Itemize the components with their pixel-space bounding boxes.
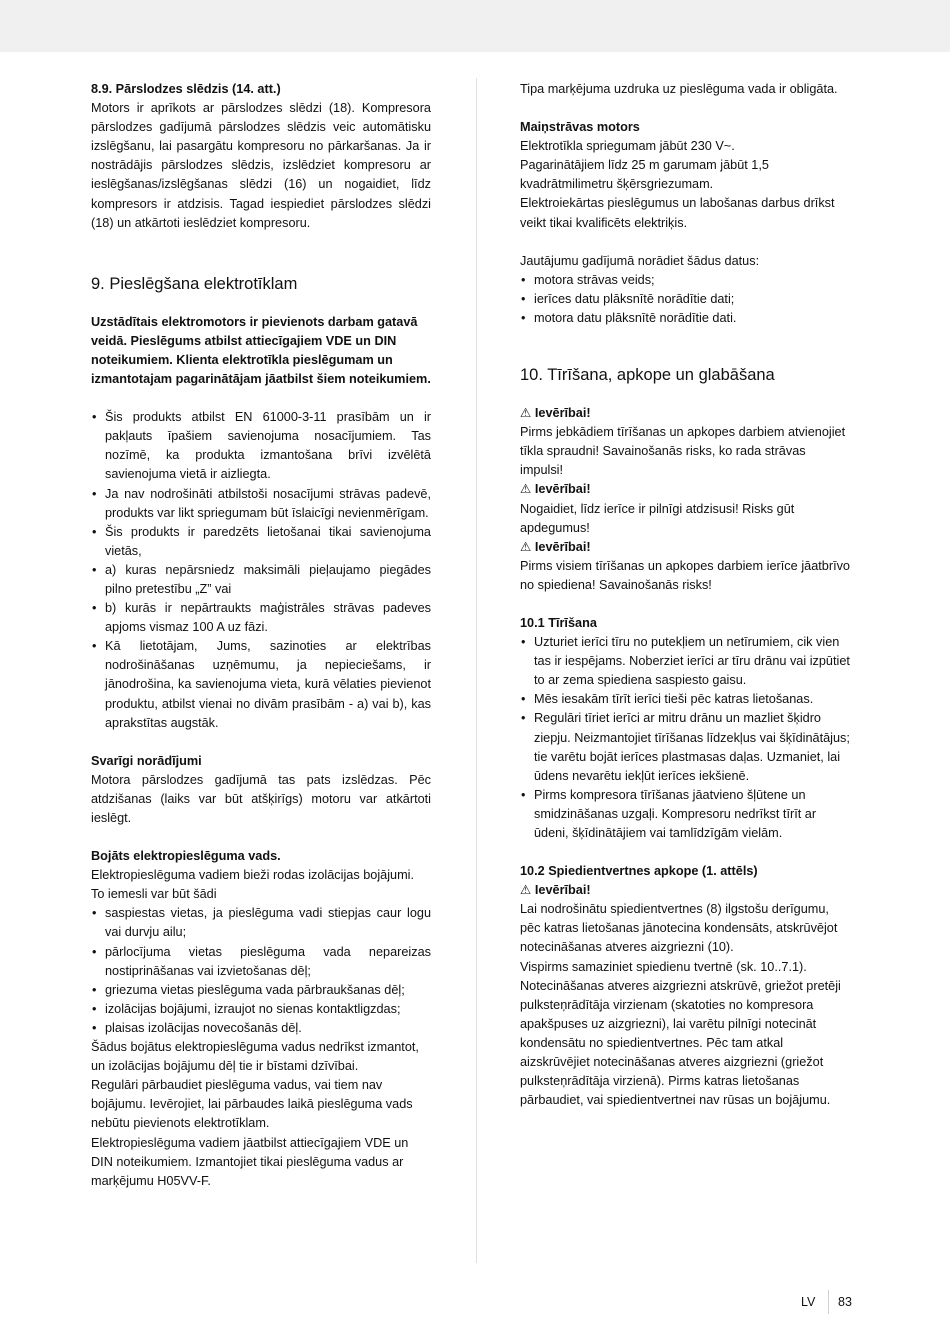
- questions-bullet-list: [520, 271, 850, 328]
- warning-label: Ievērībai!: [534, 406, 591, 421]
- damaged-cable-paragraph-3: Elektropieslēguma vadiem jāatbilst attiecīgajiem VDE un DIN noteikumiem. Izmantojiet tikai pieslēguma vadus ar marķējumu H05VV-F.: [91, 1135, 409, 1188]
- tank-maintenance-paragraph-1: Lai nodrošinātu spiedientvertnes (8) ilgstošu derīgumu, pēc katras lietošanas jānotecina kondensāts, atskrūvējot notecināšanas atveres aizgriezni (10).: [520, 902, 838, 955]
- ac-motor-line: Elektroiekārtas pieslēgumus un labošanas darbus drīkst veikt tikai kvalificēts elektriķis.: [520, 196, 835, 230]
- ac-motor-line: Pagarinātājiem līdz 25 m garumam jābūt 1,5 kvadrātmilimetru šķērsgriezumam.: [520, 158, 769, 192]
- list-item: • a) kuras nepārsniedz maksimāli pieļaujamo piegādes pilno pretestību „Z” vai: [91, 561, 431, 599]
- warning-label: Ievērībai!: [534, 482, 591, 497]
- column-divider: [476, 78, 477, 1263]
- right-column: [520, 80, 850, 1110]
- section-8-9-body: Motors ir aprīkots ar pārslodzes slēdzi (18). Kompresora pārslodzes gadījumā pārslodzes slēdzis veic automātisku izslēgšanu, lai pasargātu kompresoru no pārkaršanas. Ja ir nostrādājis pārslodzes slēdzis, izslēdziet kompresoru ar ieslēgšanas/izslēgšanas slēdzi (16) un nogaidiet, līdz kompresors ir atdzisis. Tagad iespiediet pārslodzes slēdzi (18) un atkārtoti ieslēdziet kompresoru.: [91, 101, 431, 230]
- section-9-bullet-list: [91, 408, 431, 733]
- section-9-title: 9. Pieslēgšana elektrotīklam: [91, 274, 298, 293]
- warning-label: Ievērībai!: [534, 883, 591, 898]
- list-item: • Pirms kompresora tīrīšanas jāatvieno šļūtene un smidzināšanas uzgaļi. Kompresoru nedrīkst tīrīt ar ūdeni, šķīdinātājiem vai tamlīdzīgām vielām.: [520, 786, 850, 843]
- list-item: • Regulāri tīriet ierīci ar mitru drānu un mazliet šķidro ziepju. Neizmantojiet tīrīšanas līdzekļus vai šķīdinātājus; tie varētu bojāt ierīces plastmasas daļas. Uzmaniet, lai ūdens nevarētu iekļūt ierīces iekšienē.: [520, 709, 850, 785]
- warning-text: Pirms visiem tīrīšanas un apkopes darbiem ierīce jāatbrīvo no spiediena! Savainošanās risks!: [520, 558, 850, 592]
- damaged-cable-paragraph-1: Šādus bojātus elektropieslēguma vadus nedrīkst izmantot, un izolācijas bojājumu dēļ tie ir bīstami dzīvībai.: [91, 1040, 419, 1074]
- warning-label: Ievērībai!: [534, 539, 591, 554]
- list-item: • motora strāvas veids;: [520, 271, 850, 290]
- list-item: • ierīces datu plāksnītē norādītie dati;: [520, 290, 850, 309]
- damaged-cable-reasons: To iemesli var būt šādi: [91, 887, 217, 902]
- section-8-9-title: 8.9. Pārslodzes slēdzis (14. att.): [91, 82, 281, 96]
- damaged-cable-paragraph-2: Regulāri pārbaudiet pieslēguma vadus, vai tiem nav bojājumu. Ievērojiet, lai pārbaudes laikā pieslēguma vads nebūtu pievienots elektrotīklam.: [91, 1078, 413, 1131]
- warning-heading: [520, 881, 850, 900]
- section-10-2-title: 10.2 Spiedientvertnes apkope (1. attēls): [520, 864, 758, 879]
- important-notes-title: Svarīgi norādījumi: [91, 753, 202, 768]
- footer-page-number: 83: [838, 1295, 852, 1309]
- important-notes-body: Motora pārslodzes gadījumā tas pats izslēdzas. Pēc atdzišanas (laiks var būt atšķirīgs) motoru var atkārtoti ieslēgt.: [91, 772, 431, 825]
- warning-heading: [520, 404, 850, 423]
- warning-triangle-icon: ⚠: [520, 883, 532, 898]
- damaged-cable-intro: Elektropieslēguma vadiem bieži rodas izolācijas bojājumi.: [91, 868, 414, 883]
- list-item: • b) kurās ir nepārtraukts maģistrāles strāvas padeves apjoms vismaz 100 A uz fāzi.: [91, 599, 431, 637]
- list-item: • Šis produkts ir paredzēts lietošanai tikai savienojuma vietās,: [91, 523, 431, 561]
- list-item: • Kā lietotājam, Jums, sazinoties ar elektrības nodrošināšanas uzņēmumu, ja nepieciešams, ir jānodrošina, ka savienojuma vieta, kurā vēlaties pievienot produktu, atbilst vienai no divām prasībām - a) vai b), kas aprakstītas augstāk.: [91, 637, 431, 732]
- section-10-1-title: 10.1 Tīrīšana: [520, 615, 597, 630]
- damaged-cable-title: Bojāts elektropieslēguma vads.: [91, 849, 281, 864]
- label-note: Tipa marķējuma uzdruka uz pieslēguma vada ir obligāta.: [520, 82, 838, 96]
- list-item: • Ja nav nodrošināti atbilstoši nosacījumi strāvas padevē, produkts var likt spriegumam būt īslaicīgi nevienmērīgam.: [91, 485, 431, 523]
- top-gray-band: [0, 0, 950, 52]
- ac-motor-title: Maiņstrāvas motors: [520, 120, 640, 135]
- list-item: • Uzturiet ierīci tīru no putekļiem un netīrumiem, cik vien tas ir iespējams. Noberziet ierīci ar tīru drānu vai izpūtiet to ar zema spiediena saspiesto gaisu.: [520, 633, 850, 690]
- list-item: • Šis produkts atbilst EN 61000-3-11 prasībām un ir pakļauts īpašiem savienojuma nosacījumiem. Tas nozīmē, ka produkta izmantošana brīvi izvēlētā savienojuma vietā ir aizliegta.: [91, 408, 431, 484]
- footer-language: LV: [801, 1295, 816, 1309]
- warning-triangle-icon: ⚠: [520, 482, 532, 497]
- section-10-title: 10. Tīrīšana, apkope un glabāšana: [520, 366, 775, 385]
- warning-text: Nogaidiet, līdz ierīce ir pilnīgi atdzisusi! Risks gūt apdegumus!: [520, 501, 795, 535]
- list-item: • saspiestas vietas, ja pieslēguma vadi stiepjas caur logu vai durvju ailu;: [91, 904, 431, 942]
- footer-separator: [828, 1290, 829, 1314]
- warning-triangle-icon: ⚠: [520, 406, 532, 421]
- warning-triangle-icon: ⚠: [520, 539, 532, 554]
- warning-text: Pirms jebkādiem tīrīšanas un apkopes darbiem atvienojiet tīkla spraudni! Savainošanās risks, ko rada strāvas impulsi!: [520, 425, 846, 478]
- list-item: • pārlocījuma vietas pieslēguma vada nepareizas nostiprināšanas vai izvietošanas dēļ;: [91, 943, 431, 981]
- tank-maintenance-paragraph-2: Vispirms samaziniet spiedienu tvertnē (sk. 10..7.1). Notecināšanas atveres aizgriezni atskrūvē, griežot pretēji pulksteņrādītāja virzienam (skatoties no kompresora apakšpuses uz aizgriezni), lai varētu pilnīgi notecināt kondensātu no spiedientvertnes. Pēc tam atkal aizskrūvējiet notecināšanas atveres aizgriezni (griežot pulksteņrādītāja virzienā). Pirms katras lietošanas pārbaudiet, vai spiedientvertnei nav rūsas un bojājumu.: [520, 959, 841, 1108]
- cleaning-bullet-list: [520, 633, 850, 843]
- list-item: • Mēs iesakām tīrīt ierīci tieši pēc katras lietošanas.: [520, 690, 850, 709]
- list-item: • plaisas izolācijas novecošanās dēļ.: [91, 1019, 431, 1038]
- list-item: • izolācijas bojājumi, izraujot no sienas kontaktligzdas;: [91, 1000, 431, 1019]
- damaged-cable-bullet-list: [91, 904, 431, 1038]
- ac-motor-line: Elektrotīkla spriegumam jābūt 230 V~.: [520, 139, 735, 154]
- section-9-intro: Uzstādītais elektromotors ir pievienots darbam gatavā veidā. Pieslēgums atbilst attiecīgajiem VDE un DIN noteikumiem. Klienta elektrotīkla pieslēgumam un izmantotajam pagarinātājam jāatbilst šiem noteikumiem.: [91, 314, 431, 387]
- warning-heading: [520, 538, 850, 557]
- list-item: • motora datu plāksnītē norādītie dati.: [520, 309, 850, 328]
- left-column: [91, 80, 431, 1191]
- questions-intro: Jautājumu gadījumā norādiet šādus datus:: [520, 253, 760, 268]
- warning-heading: [520, 480, 850, 499]
- list-item: • griezuma vietas pieslēguma vada pārbraukšanas dēļ;: [91, 981, 431, 1000]
